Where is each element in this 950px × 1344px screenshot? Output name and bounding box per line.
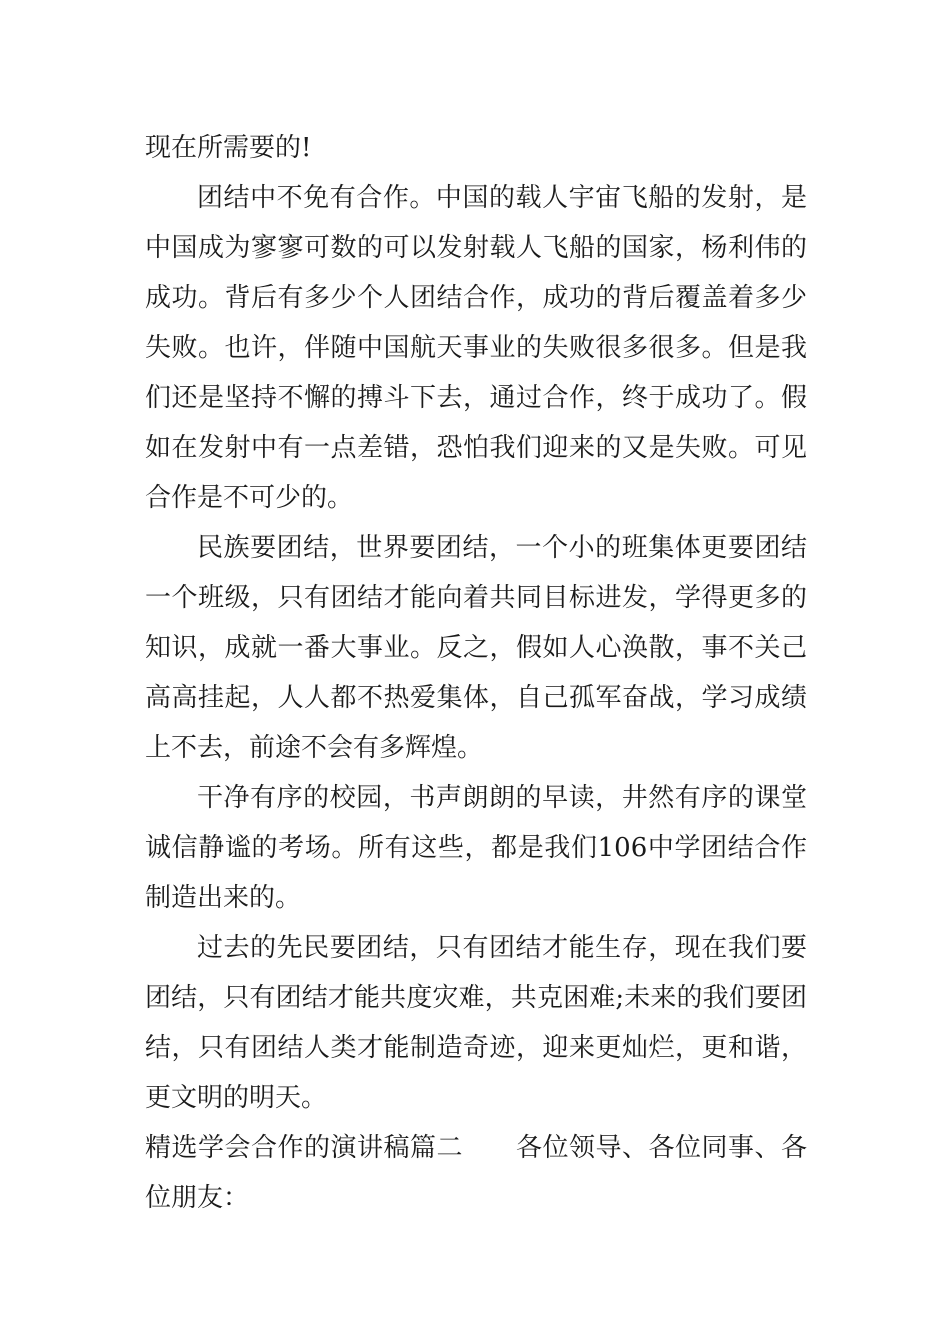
document-body — [145, 123, 807, 1223]
paragraph-unity-class: 民族要团结，世界要团结，一个小的班集体更要团结一个班级，只有团结才能向着共同目标进发，学得更多的知识，成就一番大事业。反之，假如人心涣散，事不关己高高挂起，人人都不热爱集体，自己孤军奋战，学习成绩上不去，前途不会有多辉煌。 — [145, 533, 807, 763]
paragraph-cooperation-spaceflight: 团结中不免有合作。中国的载人宇宙飞船的发射，是中国成为寥寥可数的可以发射载人飞船的国家，杨利伟的成功。背后有多少个人团结合作，成功的背后覆盖着多少失败。也许，伴随中国航天事业的失败很多很多。但是我们还是坚持不懈的搏斗下去，通过合作，终于成功了。假如在发射中有一点差错，恐怕我们迎来的又是失败。可见合作是不可少的。 — [145, 183, 807, 513]
paragraph-continuation: 现在所需要的! — [145, 133, 312, 163]
paragraph-past-present-future: 过去的先民要团结，只有团结才能生存，现在我们要团结，只有团结才能共度灾难，共克困难;未来的我们要团结，只有团结人类才能制造奇迹，迎来更灿烂，更和谐，更文明的明天。 — [145, 933, 807, 1113]
paragraph-campus: 干净有序的校园，书声朗朗的早读，井然有序的课堂诚信静谧的考场。所有这些，都是我们106中学团结合作制造出来的。 — [145, 783, 807, 913]
section-heading-speech-two: 精选学会合作的演讲稿篇二 各位领导、各位同事、各位朋友： — [145, 1133, 807, 1213]
